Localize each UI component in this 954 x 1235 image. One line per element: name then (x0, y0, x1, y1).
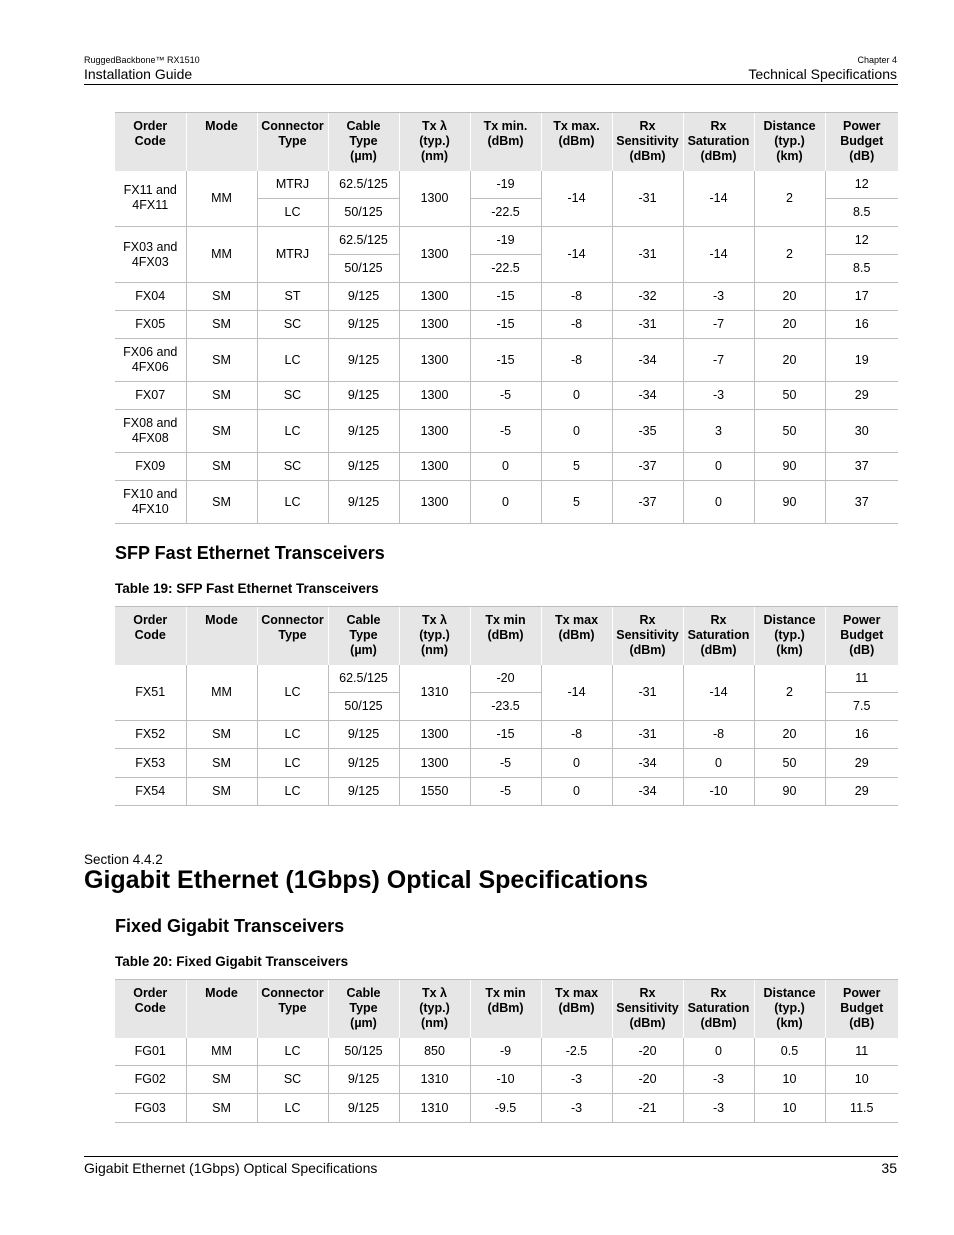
distance-cell: 20 (754, 721, 825, 749)
header-rule (84, 84, 898, 85)
tx-max-cell: 5 (541, 481, 612, 524)
tx-min-cell: 0 (470, 481, 541, 524)
wavelength-cell: 1300 (399, 339, 470, 382)
column-header: Order Code (115, 980, 186, 1038)
connector-cell: LC (257, 778, 328, 806)
wavelength-cell: 1300 (399, 227, 470, 283)
distance-cell: 10 (754, 1094, 825, 1123)
fixed-gigabit-heading: Fixed Gigabit Transceivers (115, 916, 345, 936)
table-row (115, 453, 898, 481)
column-header: Tx max (dBm) (541, 607, 612, 665)
rx-sensitivity-cell: -31 (612, 311, 683, 339)
mode-cell: SM (186, 1066, 257, 1094)
cable-cell: 9/125 (328, 778, 399, 806)
table-row (115, 283, 898, 311)
mode-cell: SM (186, 778, 257, 806)
rx-sensitivity-cell: -31 (612, 171, 683, 227)
tx-min-cell: -15 (470, 311, 541, 339)
rx-sensitivity-cell: -34 (612, 339, 683, 382)
wavelength-cell: 1300 (399, 283, 470, 311)
power-budget-cell: 8.5 (825, 255, 898, 283)
connector-cell: LC (257, 339, 328, 382)
tx-max-cell: -3 (541, 1094, 612, 1123)
rx-saturation-cell: -3 (683, 1094, 754, 1123)
tx-min-cell: -22.5 (470, 255, 541, 283)
wavelength-cell: 1300 (399, 749, 470, 778)
column-header: Connector Type (257, 113, 328, 171)
section-number: Section 4.4.2 (84, 852, 163, 867)
table-row (115, 749, 898, 778)
power-budget-cell: 29 (825, 778, 898, 806)
header-guide: Installation Guide (84, 66, 193, 82)
rx-saturation-cell: -3 (683, 283, 754, 311)
tx-min-cell: -15 (470, 283, 541, 311)
cable-cell: 50/125 (328, 693, 399, 721)
rx-sensitivity-cell: -21 (612, 1094, 683, 1123)
power-budget-cell: 10 (825, 1066, 898, 1094)
rx-saturation-cell: -8 (683, 721, 754, 749)
column-header: Cable Type (µm) (328, 113, 399, 171)
power-budget-cell: 16 (825, 311, 898, 339)
column-header: Tx min. (dBm) (470, 113, 541, 171)
distance-cell: 10 (754, 1066, 825, 1094)
power-budget-cell: 37 (825, 481, 898, 524)
connector-cell: LC (257, 749, 328, 778)
connector-cell: MTRJ (257, 171, 328, 199)
table-row (115, 1094, 898, 1123)
rx-sensitivity-cell: -37 (612, 453, 683, 481)
cable-cell: 9/125 (328, 382, 399, 410)
rx-saturation-cell: 0 (683, 1038, 754, 1066)
order-code-cell: FX52 (115, 721, 186, 749)
tx-max-cell: 0 (541, 749, 612, 778)
rx-sensitivity-cell: -31 (612, 721, 683, 749)
connector-cell: ST (257, 283, 328, 311)
order-code-cell: FG01 (115, 1038, 186, 1066)
tx-min-cell: -20 (470, 665, 541, 693)
distance-cell: 50 (754, 749, 825, 778)
wavelength-cell: 1310 (399, 665, 470, 721)
rx-saturation-cell: 0 (683, 749, 754, 778)
cable-cell: 62.5/125 (328, 227, 399, 255)
mode-cell: SM (186, 481, 257, 524)
header-chapter: Chapter 4 (857, 55, 897, 65)
order-code-cell: FG02 (115, 1066, 186, 1094)
order-code-cell: FX06 and 4FX06 (115, 339, 186, 382)
cable-cell: 9/125 (328, 1094, 399, 1123)
column-header: Rx Saturation (dBm) (683, 980, 754, 1038)
sfp-table (115, 606, 898, 806)
connector-cell: LC (257, 1094, 328, 1123)
column-header: Tx λ (typ.) (nm) (399, 113, 470, 171)
cable-cell: 9/125 (328, 481, 399, 524)
tx-min-cell: -19 (470, 171, 541, 199)
tx-max-cell: -14 (541, 227, 612, 283)
wavelength-cell: 1300 (399, 453, 470, 481)
wavelength-cell: 1300 (399, 481, 470, 524)
tx-max-cell: 5 (541, 453, 612, 481)
header-product: RuggedBackbone™ RX1510 (84, 55, 200, 65)
connector-cell: SC (257, 1066, 328, 1094)
tx-min-cell: -15 (470, 339, 541, 382)
mode-cell: SM (186, 1094, 257, 1123)
rx-saturation-cell: 0 (683, 481, 754, 524)
power-budget-cell: 17 (825, 283, 898, 311)
order-code-cell: FX54 (115, 778, 186, 806)
tx-min-cell: -22.5 (470, 199, 541, 227)
distance-cell: 90 (754, 481, 825, 524)
tx-max-cell: 0 (541, 382, 612, 410)
connector-cell: LC (257, 665, 328, 721)
tx-min-cell: -23.5 (470, 693, 541, 721)
column-header: Distance (typ.) (km) (754, 113, 825, 171)
table-row (115, 721, 898, 749)
header-chapter-title: Technical Specifications (748, 66, 897, 82)
power-budget-cell: 19 (825, 339, 898, 382)
mode-cell: SM (186, 410, 257, 453)
order-code-cell: FX08 and 4FX08 (115, 410, 186, 453)
mode-cell: SM (186, 453, 257, 481)
tx-max-cell: -8 (541, 339, 612, 382)
distance-cell: 90 (754, 453, 825, 481)
wavelength-cell: 1300 (399, 382, 470, 410)
wavelength-cell: 1310 (399, 1066, 470, 1094)
rx-saturation-cell: -14 (683, 227, 754, 283)
tx-max-cell: -3 (541, 1066, 612, 1094)
distance-cell: 2 (754, 227, 825, 283)
cable-cell: 9/125 (328, 283, 399, 311)
rx-sensitivity-cell: -32 (612, 283, 683, 311)
column-header: Rx Sensitivity (dBm) (612, 113, 683, 171)
power-budget-cell: 30 (825, 410, 898, 453)
column-header: Distance (typ.) (km) (754, 980, 825, 1038)
column-header: Power Budget (dB) (825, 980, 898, 1038)
rx-saturation-cell: 3 (683, 410, 754, 453)
cable-cell: 9/125 (328, 339, 399, 382)
power-budget-cell: 11.5 (825, 1094, 898, 1123)
column-header: Rx Sensitivity (dBm) (612, 607, 683, 665)
tx-max-cell: -8 (541, 311, 612, 339)
cable-cell: 50/125 (328, 255, 399, 283)
tx-min-cell: -9.5 (470, 1094, 541, 1123)
distance-cell: 0.5 (754, 1038, 825, 1066)
column-header: Distance (typ.) (km) (754, 607, 825, 665)
tx-min-cell: -5 (470, 382, 541, 410)
wavelength-cell: 1310 (399, 1094, 470, 1123)
mode-cell: MM (186, 171, 257, 227)
column-header: Power Budget (dB) (825, 607, 898, 665)
mode-cell: SM (186, 749, 257, 778)
wavelength-cell: 1300 (399, 171, 470, 227)
tx-min-cell: -5 (470, 778, 541, 806)
cable-cell: 62.5/125 (328, 665, 399, 693)
fixed-gigabit-table (115, 979, 898, 1123)
table-row (115, 382, 898, 410)
distance-cell: 2 (754, 171, 825, 227)
rx-sensitivity-cell: -34 (612, 382, 683, 410)
tx-min-cell: -10 (470, 1066, 541, 1094)
distance-cell: 20 (754, 311, 825, 339)
power-budget-cell: 29 (825, 382, 898, 410)
power-budget-cell: 11 (825, 1038, 898, 1066)
table-row (115, 481, 898, 524)
column-header: Tx λ (typ.) (nm) (399, 607, 470, 665)
rx-sensitivity-cell: -20 (612, 1038, 683, 1066)
rx-saturation-cell: -3 (683, 1066, 754, 1094)
rx-saturation-cell: 0 (683, 453, 754, 481)
column-header: Mode (186, 607, 257, 665)
column-header: Cable Type (µm) (328, 980, 399, 1038)
connector-cell: SC (257, 453, 328, 481)
footer-title: Gigabit Ethernet (1Gbps) Optical Specifications (84, 1160, 378, 1176)
order-code-cell: FG03 (115, 1094, 186, 1123)
cable-cell: 62.5/125 (328, 171, 399, 199)
cable-cell: 50/125 (328, 1038, 399, 1066)
page-number: 35 (881, 1160, 897, 1176)
power-budget-cell: 7.5 (825, 693, 898, 721)
tx-min-cell: -9 (470, 1038, 541, 1066)
table-row (115, 1066, 898, 1094)
mode-cell: MM (186, 1038, 257, 1066)
mode-cell: SM (186, 382, 257, 410)
order-code-cell: FX04 (115, 283, 186, 311)
cable-cell: 9/125 (328, 721, 399, 749)
distance-cell: 20 (754, 283, 825, 311)
mode-cell: SM (186, 311, 257, 339)
distance-cell: 2 (754, 665, 825, 721)
distance-cell: 90 (754, 778, 825, 806)
connector-cell: MTRJ (257, 227, 328, 283)
tx-max-cell: 0 (541, 778, 612, 806)
cable-cell: 9/125 (328, 1066, 399, 1094)
order-code-cell: FX03 and 4FX03 (115, 227, 186, 283)
table-row (115, 410, 898, 453)
rx-sensitivity-cell: -34 (612, 749, 683, 778)
rx-sensitivity-cell: -35 (612, 410, 683, 453)
sfp-table-caption: Table 19: SFP Fast Ethernet Transceivers (115, 581, 379, 596)
column-header: Rx Saturation (dBm) (683, 607, 754, 665)
fixed-gigabit-caption: Table 20: Fixed Gigabit Transceivers (115, 954, 349, 969)
rx-saturation-cell: -3 (683, 382, 754, 410)
wavelength-cell: 1300 (399, 721, 470, 749)
power-budget-cell: 37 (825, 453, 898, 481)
column-header: Order Code (115, 607, 186, 665)
rx-saturation-cell: -10 (683, 778, 754, 806)
tx-max-cell: -14 (541, 665, 612, 721)
rx-sensitivity-cell: -20 (612, 1066, 683, 1094)
column-header: Tx λ (typ.) (nm) (399, 980, 470, 1038)
distance-cell: 20 (754, 339, 825, 382)
column-header: Power Budget (dB) (825, 113, 898, 171)
power-budget-cell: 11 (825, 665, 898, 693)
mode-cell: SM (186, 339, 257, 382)
cable-cell: 9/125 (328, 410, 399, 453)
order-code-cell: FX09 (115, 453, 186, 481)
rx-saturation-cell: -7 (683, 311, 754, 339)
cable-cell: 50/125 (328, 199, 399, 227)
connector-cell: LC (257, 481, 328, 524)
mode-cell: SM (186, 283, 257, 311)
fast-ethernet-table (115, 112, 898, 524)
column-header: Mode (186, 980, 257, 1038)
order-code-cell: FX11 and 4FX11 (115, 171, 186, 227)
table-row (115, 311, 898, 339)
column-header: Tx min (dBm) (470, 607, 541, 665)
rx-saturation-cell: -14 (683, 171, 754, 227)
wavelength-cell: 850 (399, 1038, 470, 1066)
connector-cell: LC (257, 199, 328, 227)
order-code-cell: FX07 (115, 382, 186, 410)
tx-min-cell: -5 (470, 749, 541, 778)
connector-cell: LC (257, 1038, 328, 1066)
power-budget-cell: 12 (825, 171, 898, 199)
column-header: Connector Type (257, 607, 328, 665)
connector-cell: LC (257, 721, 328, 749)
cable-cell: 9/125 (328, 453, 399, 481)
table-row (115, 339, 898, 382)
column-header: Tx min (dBm) (470, 980, 541, 1038)
mode-cell: SM (186, 721, 257, 749)
order-code-cell: FX05 (115, 311, 186, 339)
column-header: Rx Saturation (dBm) (683, 113, 754, 171)
wavelength-cell: 1300 (399, 311, 470, 339)
connector-cell: LC (257, 410, 328, 453)
mode-cell: MM (186, 665, 257, 721)
tx-max-cell: -14 (541, 171, 612, 227)
table-row (115, 778, 898, 806)
power-budget-cell: 12 (825, 227, 898, 255)
connector-cell: SC (257, 311, 328, 339)
order-code-cell: FX10 and 4FX10 (115, 481, 186, 524)
order-code-cell: FX51 (115, 665, 186, 721)
cable-cell: 9/125 (328, 311, 399, 339)
tx-max-cell: -2.5 (541, 1038, 612, 1066)
tx-max-cell: -8 (541, 283, 612, 311)
tx-max-cell: -8 (541, 721, 612, 749)
column-header: Cable Type (µm) (328, 607, 399, 665)
distance-cell: 50 (754, 410, 825, 453)
power-budget-cell: 8.5 (825, 199, 898, 227)
column-header: Mode (186, 113, 257, 171)
rx-sensitivity-cell: -37 (612, 481, 683, 524)
power-budget-cell: 16 (825, 721, 898, 749)
rx-sensitivity-cell: -31 (612, 227, 683, 283)
connector-cell: SC (257, 382, 328, 410)
tx-min-cell: -19 (470, 227, 541, 255)
power-budget-cell: 29 (825, 749, 898, 778)
wavelength-cell: 1550 (399, 778, 470, 806)
column-header: Tx max (dBm) (541, 980, 612, 1038)
cable-cell: 9/125 (328, 749, 399, 778)
column-header: Order Code (115, 113, 186, 171)
distance-cell: 50 (754, 382, 825, 410)
section-title: Gigabit Ethernet (1Gbps) Optical Specifications (84, 866, 648, 894)
rx-saturation-cell: -14 (683, 665, 754, 721)
column-header: Rx Sensitivity (dBm) (612, 980, 683, 1038)
rx-saturation-cell: -7 (683, 339, 754, 382)
tx-min-cell: -15 (470, 721, 541, 749)
sfp-heading: SFP Fast Ethernet Transceivers (115, 543, 385, 563)
column-header: Connector Type (257, 980, 328, 1038)
rx-sensitivity-cell: -34 (612, 778, 683, 806)
rx-sensitivity-cell: -31 (612, 665, 683, 721)
tx-min-cell: 0 (470, 453, 541, 481)
footer-rule (84, 1156, 898, 1157)
table-row (115, 1038, 898, 1066)
wavelength-cell: 1300 (399, 410, 470, 453)
tx-min-cell: -5 (470, 410, 541, 453)
order-code-cell: FX53 (115, 749, 186, 778)
mode-cell: MM (186, 227, 257, 283)
tx-max-cell: 0 (541, 410, 612, 453)
column-header: Tx max. (dBm) (541, 113, 612, 171)
